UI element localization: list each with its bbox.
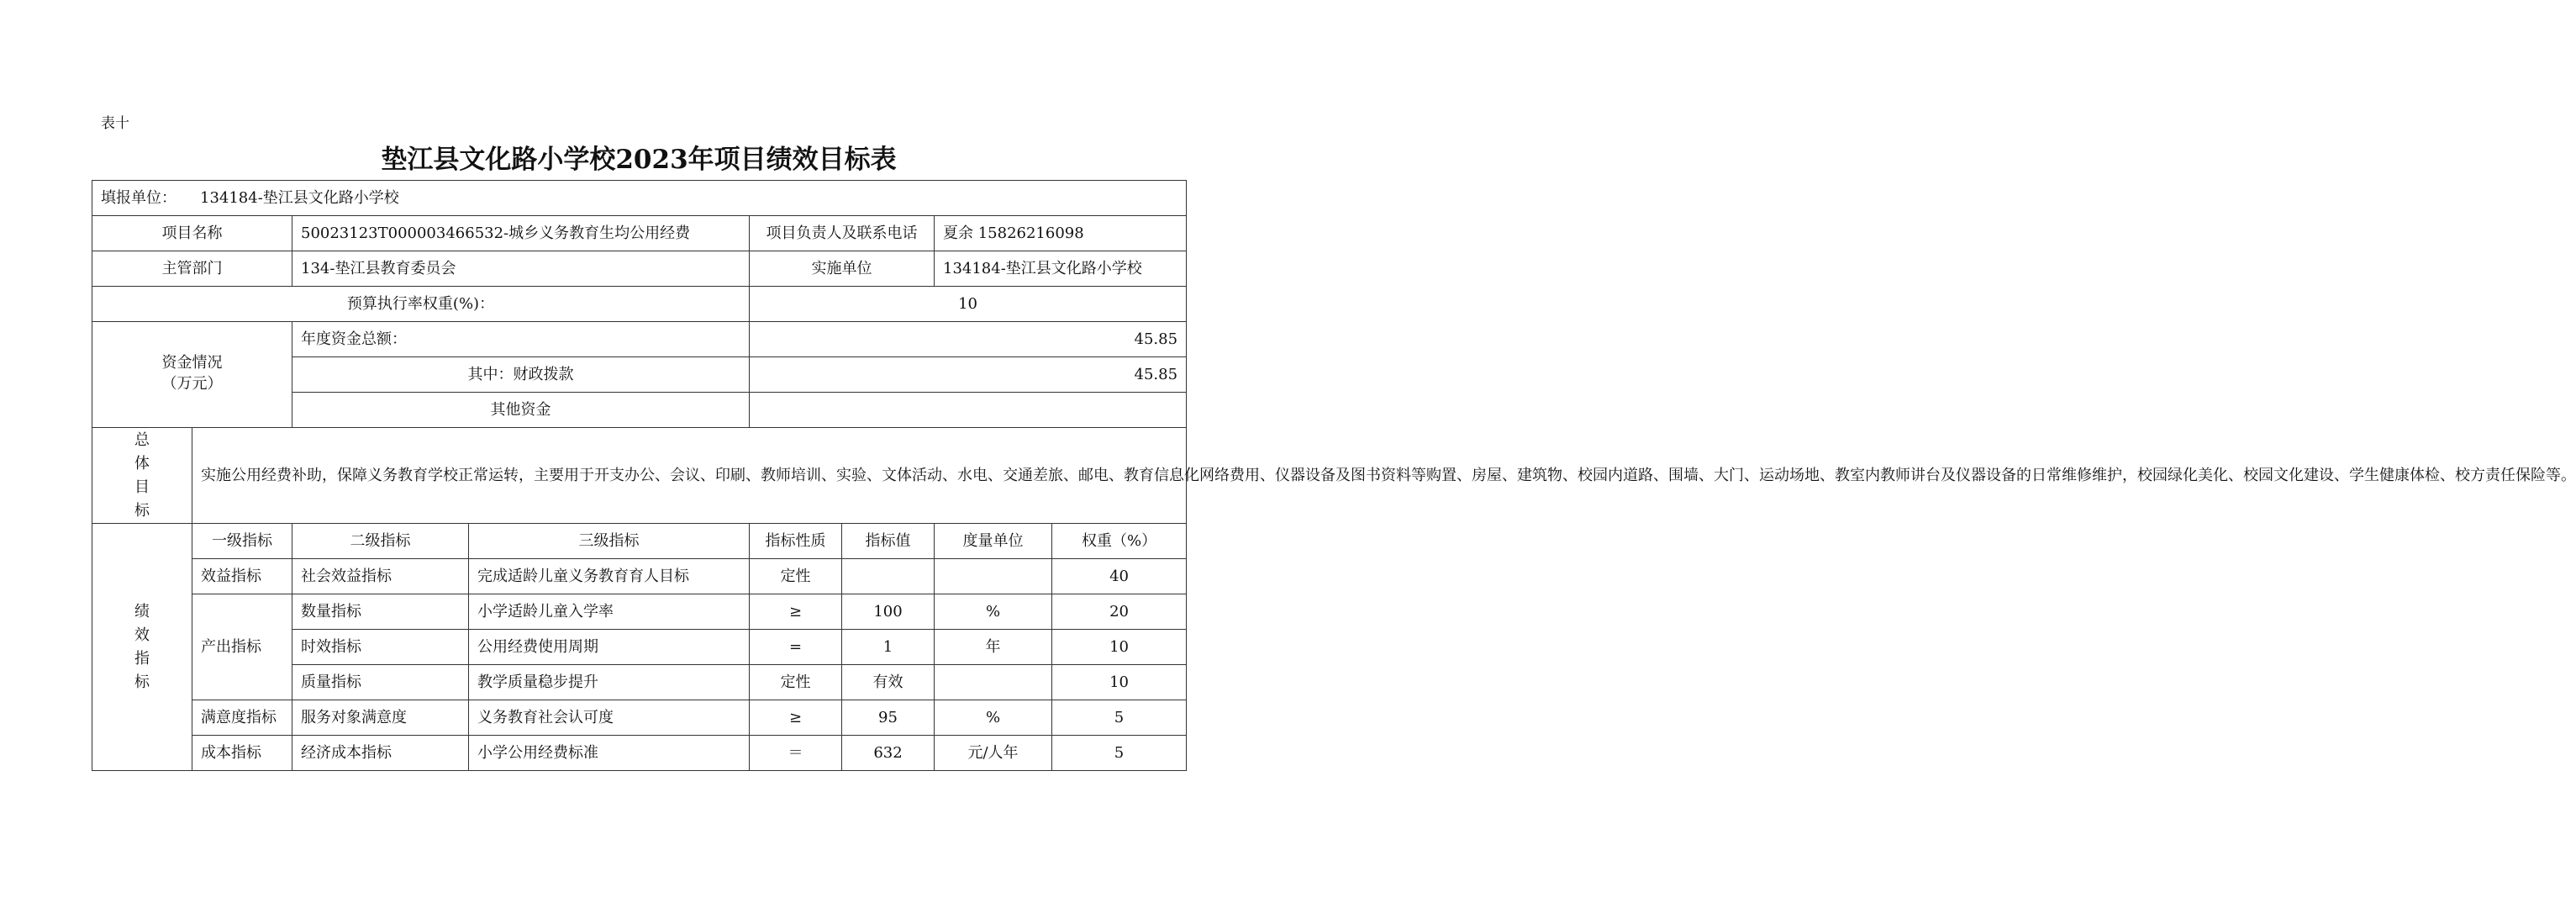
funds-label	[92, 322, 292, 428]
unit-cell	[935, 559, 1052, 594]
value-cell: 1	[842, 630, 935, 665]
table-row	[92, 559, 1187, 594]
header-unit: 度量单位	[935, 524, 1052, 559]
weight-cell: 5	[1052, 736, 1187, 771]
level3-cell: 小学适龄儿童入学率	[469, 594, 750, 630]
level3-cell: 教学质量稳步提升	[469, 665, 750, 700]
level2-cell: 质量指标	[292, 665, 469, 700]
overall-goal-char: 目	[134, 478, 150, 496]
overall-goal-char: 总	[134, 430, 150, 449]
header-weight: 权重（%）	[1052, 524, 1187, 559]
nature-cell: ≥	[750, 594, 842, 630]
filing-unit-row	[92, 181, 1187, 216]
weight-cell: 20	[1052, 594, 1187, 630]
table-label: 表十	[101, 115, 129, 132]
funds-other-value	[750, 393, 1187, 428]
budget-rate-row	[92, 287, 1187, 322]
funds-total-value: 45.85	[750, 322, 1187, 357]
level2-cell: 服务对象满意度	[292, 700, 469, 736]
nature-cell: =	[750, 630, 842, 665]
nature-cell: 定性	[750, 665, 842, 700]
overall-goal-char: 体	[134, 454, 150, 473]
performance-table	[92, 180, 2576, 771]
unit-cell	[935, 665, 1052, 700]
funds-total-row	[92, 322, 1187, 357]
value-cell: 632	[842, 736, 935, 771]
unit-cell: 元/人年	[935, 736, 1052, 771]
contact-label: 项目负责人及联系电话	[750, 216, 935, 251]
unit-cell: %	[935, 700, 1052, 736]
group-satisfaction: 满意度指标	[192, 700, 292, 736]
value-cell	[842, 559, 935, 594]
contact-value: 夏余 15826216098	[935, 216, 1187, 251]
header-nature: 指标性质	[750, 524, 842, 559]
overall-goal-row	[92, 428, 1187, 524]
implementing-unit-value: 134184-垫江县文化路小学校	[935, 251, 1187, 287]
nature-cell: ＝	[750, 736, 842, 771]
filing-unit-value: 134184-垫江县文化路小学校	[200, 188, 399, 207]
level3-cell: 公用经费使用周期	[469, 630, 750, 665]
funds-label-line2: （万元）	[161, 374, 223, 393]
funds-label-line1: 资金情况	[161, 353, 223, 372]
group-cost: 成本指标	[192, 736, 292, 771]
indicators-char: 绩	[134, 602, 150, 620]
overall-goal-char: 标	[134, 501, 150, 520]
table-row	[92, 700, 1187, 736]
overall-goal-label	[92, 428, 192, 524]
nature-cell: ≥	[750, 700, 842, 736]
department-value: 134-垫江县教育委员会	[292, 251, 750, 287]
project-name-row	[92, 216, 1187, 251]
table-row	[92, 594, 1187, 630]
value-cell: 95	[842, 700, 935, 736]
unit-cell: 年	[935, 630, 1052, 665]
weight-cell: 10	[1052, 630, 1187, 665]
filing-unit-label: 填报单位：	[101, 188, 176, 207]
budget-rate-value: 10	[750, 287, 1187, 322]
indicators-char: 效	[134, 626, 150, 644]
value-cell: 有效	[842, 665, 935, 700]
funds-other-label: 其他资金	[292, 393, 750, 428]
nature-cell: 定性	[750, 559, 842, 594]
funds-fiscal-label: 其中：财政拨款	[292, 357, 750, 393]
level2-cell: 社会效益指标	[292, 559, 469, 594]
funds-total-label: 年度资金总额：	[292, 322, 750, 357]
funds-fiscal-value: 45.85	[750, 357, 1187, 393]
weight-cell: 10	[1052, 665, 1187, 700]
weight-cell: 40	[1052, 559, 1187, 594]
budget-rate-label: 预算执行率权重(%)：	[92, 287, 750, 322]
header-level2: 二级指标	[292, 524, 469, 559]
project-name-value: 50023123T000003466532-城乡义务教育生均公用经费	[292, 216, 750, 251]
weight-cell: 5	[1052, 700, 1187, 736]
department-label: 主管部门	[92, 251, 292, 287]
level2-cell: 时效指标	[292, 630, 469, 665]
unit-cell: %	[935, 594, 1052, 630]
indicator-header-row	[92, 524, 1187, 559]
table-row	[92, 736, 1187, 771]
group-output: 产出指标	[192, 594, 292, 700]
implementing-unit-label: 实施单位	[750, 251, 935, 287]
indicators-char: 标	[134, 673, 150, 691]
page-title: 垫江县文化路小学校2023年项目绩效目标表	[381, 145, 897, 175]
department-row	[92, 251, 1187, 287]
overall-goal-text: 实施公用经费补助，保障义务教育学校正常运转，主要用于开支办公、会议、印刷、教师培训、实验、文体活动、水电、交通差旅、邮电、教育信息化网络费用、仪器设备及图书资料等购置、房屋、建筑物、校园内道路、围墙、大门、运动场地、教室内教师讲台及仪器设备的日常维修维护，校园绿化美化、校园文化建设、学生健康体检、校方责任保险等。	[192, 428, 1187, 524]
level2-cell: 经济成本指标	[292, 736, 469, 771]
project-name-label: 项目名称	[92, 216, 292, 251]
level3-cell: 完成适龄儿童义务教育育人目标	[469, 559, 750, 594]
value-cell: 100	[842, 594, 935, 630]
header-level3: 三级指标	[469, 524, 750, 559]
level3-cell: 小学公用经费标准	[469, 736, 750, 771]
group-benefit: 效益指标	[192, 559, 292, 594]
level3-cell: 义务教育社会认可度	[469, 700, 750, 736]
header-level1: 一级指标	[192, 524, 292, 559]
level2-cell: 数量指标	[292, 594, 469, 630]
filing-unit-cell	[92, 181, 1187, 216]
indicators-label	[92, 524, 192, 771]
indicators-char: 指	[134, 649, 150, 668]
header-value: 指标值	[842, 524, 935, 559]
